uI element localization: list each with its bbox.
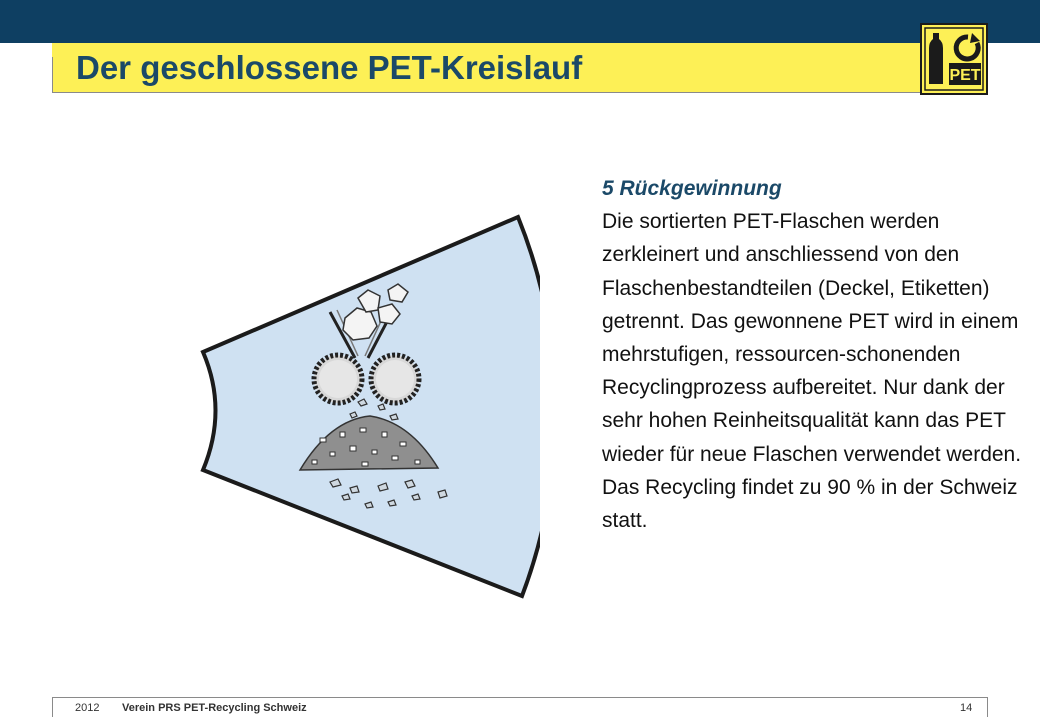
sector-shape bbox=[203, 217, 540, 596]
description-block bbox=[602, 172, 1022, 537]
footer-rule bbox=[52, 697, 988, 698]
logo-text: PET bbox=[949, 67, 981, 84]
footer-year: 2012 bbox=[75, 702, 100, 714]
page-number: 14 bbox=[960, 702, 973, 714]
section-heading: 5 Rückgewinnung bbox=[602, 177, 782, 200]
footer-tick-left bbox=[52, 697, 53, 717]
footer-organization: Verein PRS PET-Recycling Schweiz bbox=[122, 702, 307, 714]
pet-recycling-logo-icon bbox=[920, 23, 988, 95]
page-title: Der geschlossene PET-Kreislauf bbox=[76, 49, 583, 86]
top-bar bbox=[0, 0, 1040, 43]
section-body: Die sortierten PET-Flaschen werden zerkleinert und anschliessend von den Flaschenbestandteilen (Deckel, Etiketten) getrennt. Das gewonnene PET wird in einem mehrstufigen, ressourcen-schonenden Recyclingprozess aufbereitet. Nur dank der sehr hohen Reinheitsqualität kann das PET wieder für neue Flaschen verwendet werden. Das Recycling findet zu 90 % in der Schweiz statt. bbox=[602, 210, 1022, 533]
footer-tick-right bbox=[987, 697, 988, 717]
shredder-illustration bbox=[200, 170, 540, 600]
